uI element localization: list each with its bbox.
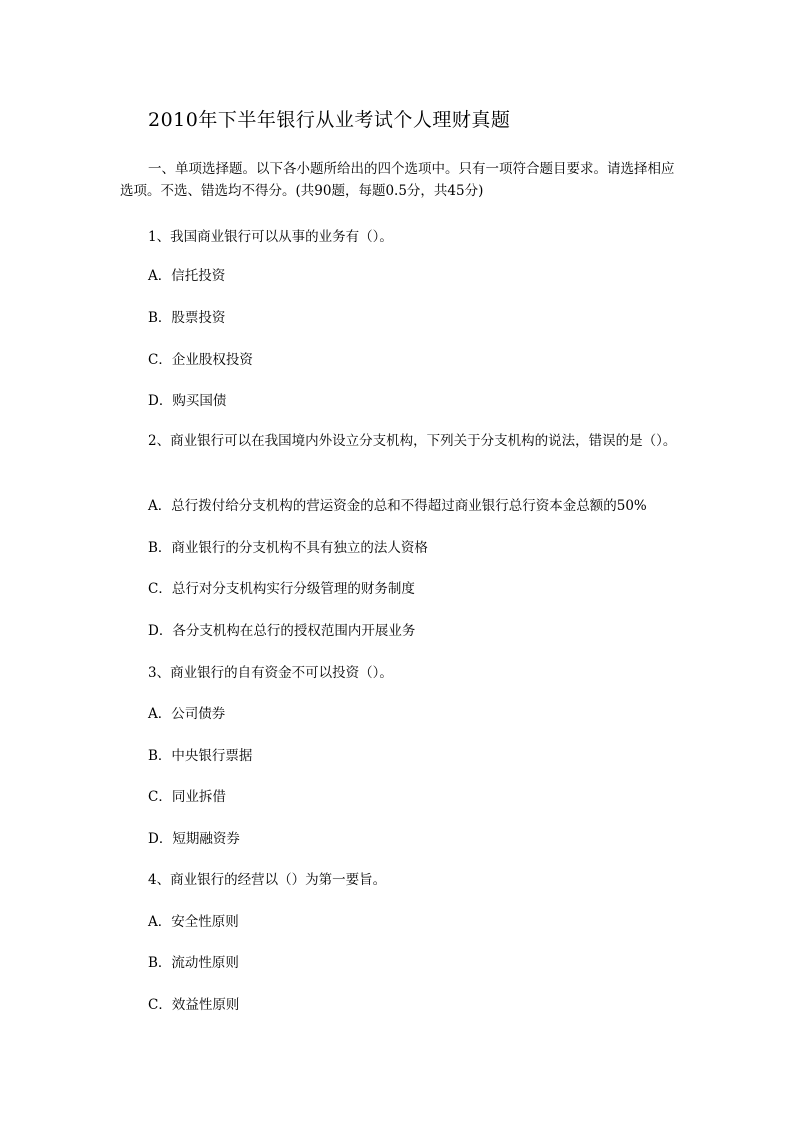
question-4-option-c: C．效益性原则 xyxy=(148,997,240,1013)
question-2-stem: 2、商业银行可以在我国境内外设立分支机构，下列关于分支机构的说法，错误的是（）。 xyxy=(148,433,677,449)
question-3-option-d: D．短期融资券 xyxy=(148,831,240,847)
question-1-option-b: B．股票投资 xyxy=(148,310,226,326)
question-1-option-c: C．企业股权投资 xyxy=(148,352,253,368)
question-3-option-c: C．同业拆借 xyxy=(148,789,226,805)
question-2-option-d: D．各分支机构在总行的授权范围内开展业务 xyxy=(148,623,416,639)
question-4-option-a: A．安全性原则 xyxy=(148,914,239,930)
question-4-stem: 4、商业银行的经营以（）为第一要旨。 xyxy=(148,872,387,888)
question-1-option-a: A．信托投资 xyxy=(148,268,226,284)
document-title: 2010年下半年银行从业考试个人理财真题 xyxy=(148,109,511,131)
question-2-option-a: A．总行拨付给分支机构的营运资金的总和不得超过商业银行总行资本金总额的50% xyxy=(148,498,647,514)
question-3-option-b: B．中央银行票据 xyxy=(148,748,253,764)
question-2-option-b: B．商业银行的分支机构不具有独立的法人资格 xyxy=(148,540,428,556)
question-3-stem: 3、商业银行的自有资金不可以投资（）。 xyxy=(148,665,393,681)
question-1-option-d: D．购买国债 xyxy=(148,393,227,409)
question-2-option-c: C．总行对分支机构实行分级管理的财务制度 xyxy=(148,581,415,597)
question-4-option-b: B．流动性原则 xyxy=(148,955,239,971)
section-intro: 一、单项选择题。以下各小题所给出的四个选项中。只有一项符合题目要求。请选择相应选项。不选、错选均不得分。(共90题，每题0.5分，共45分) xyxy=(120,161,675,199)
question-1-stem: 1、我国商业银行可以从事的业务有（）。 xyxy=(148,229,393,245)
question-3-option-a: A．公司债券 xyxy=(148,706,226,722)
